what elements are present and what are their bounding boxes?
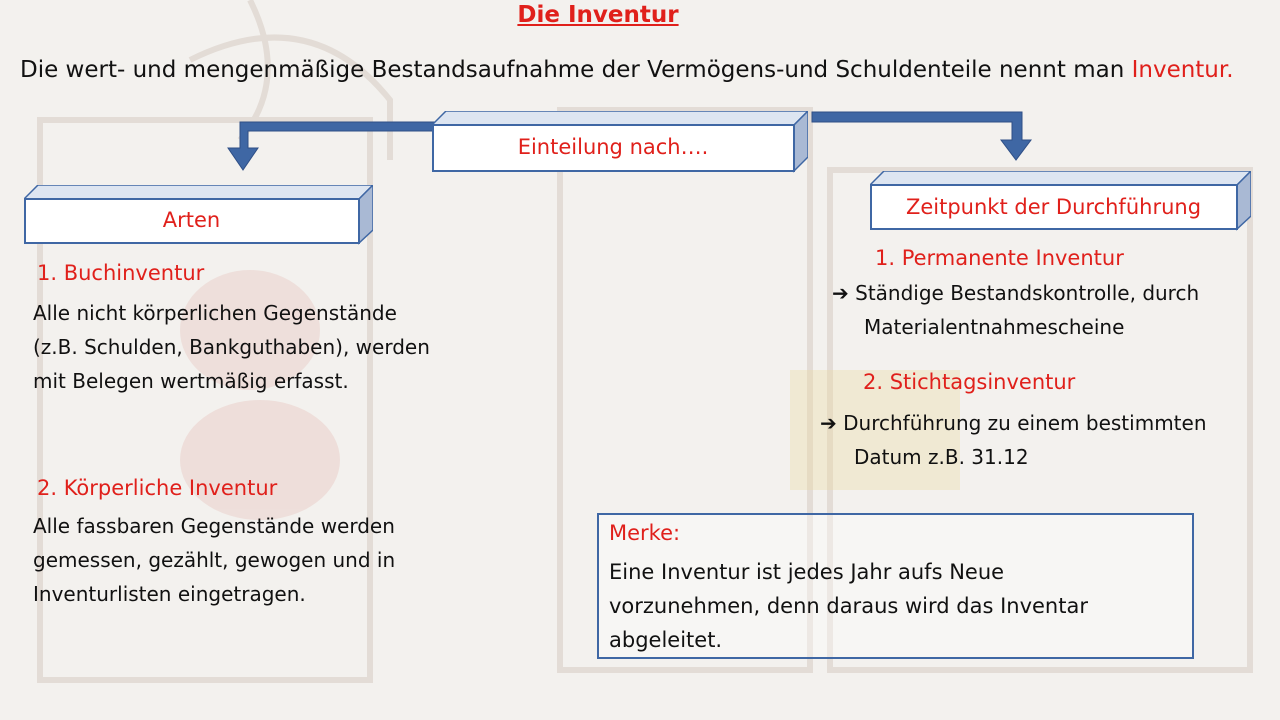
- right-arrow-icon: [812, 112, 1031, 160]
- merke-box: [597, 513, 1194, 659]
- buchinventur-line: mit Belegen wertmäßig erfasst.: [33, 369, 349, 393]
- intro-highlight: Inventur.: [1131, 57, 1234, 83]
- permanente-inventur-heading: 1. Permanente Inventur: [875, 246, 1124, 270]
- koerperliche-inventur-line: gemessen, gezählt, gewogen und in: [33, 548, 396, 572]
- intro-definition: Die wert- und mengenmäßige Bestandsaufnahme der Vermögens-und Schuldenteile nennt man: [20, 57, 1132, 83]
- merke-heading: Merke:: [609, 521, 681, 545]
- permanente-inventur-line: Ständige Bestandskontrolle, durch: [855, 281, 1200, 305]
- permanente-inventur-text: [832, 276, 1199, 344]
- zeitpunkt-box: [870, 171, 1251, 231]
- koerperliche-inventur-text: [33, 509, 395, 611]
- zeitpunkt-box-label: Zeitpunkt der Durchführung: [905, 195, 1202, 219]
- stichtagsinventur-heading: 2. Stichtagsinventur: [863, 370, 1076, 394]
- page-title: Die Inventur: [517, 2, 679, 28]
- merke-line: vorzunehmen, denn daraus wird das Inventar: [609, 594, 1088, 618]
- arten-box: [24, 185, 373, 245]
- center-box: [432, 111, 808, 173]
- buchinventur-line: Alle nicht körperlichen Gegenstände: [33, 301, 397, 325]
- koerperliche-inventur-line: Inventurlisten eingetragen.: [33, 582, 306, 606]
- left-arrow-icon: [228, 122, 434, 170]
- center-box-label: Einteilung nach….: [517, 135, 709, 159]
- buchinventur-line: (z.B. Schulden, Bankguthaben), werden: [33, 335, 430, 359]
- buchinventur-text: [33, 296, 430, 398]
- permanente-inventur-line: Materialentnahmescheine: [864, 315, 1125, 339]
- merke-text: [609, 555, 1088, 657]
- right-arrow-icon: ➔: [832, 281, 849, 305]
- stichtagsinventur-text: [820, 406, 1207, 474]
- stichtagsinventur-line: Datum z.B. 31.12: [854, 445, 1029, 469]
- stichtagsinventur-line: Durchführung zu einem bestimmten: [843, 411, 1207, 435]
- koerperliche-inventur-line: Alle fassbaren Gegenstände werden: [33, 514, 395, 538]
- merke-line: Eine Inventur ist jedes Jahr aufs Neue: [609, 560, 1005, 584]
- buchinventur-heading: 1. Buchinventur: [37, 261, 205, 285]
- koerperliche-inventur-heading: 2. Körperliche Inventur: [37, 476, 278, 500]
- arten-box-label: Arten: [162, 208, 221, 232]
- merke-line: abgeleitet.: [609, 628, 723, 652]
- right-arrow-icon: ➔: [820, 411, 837, 435]
